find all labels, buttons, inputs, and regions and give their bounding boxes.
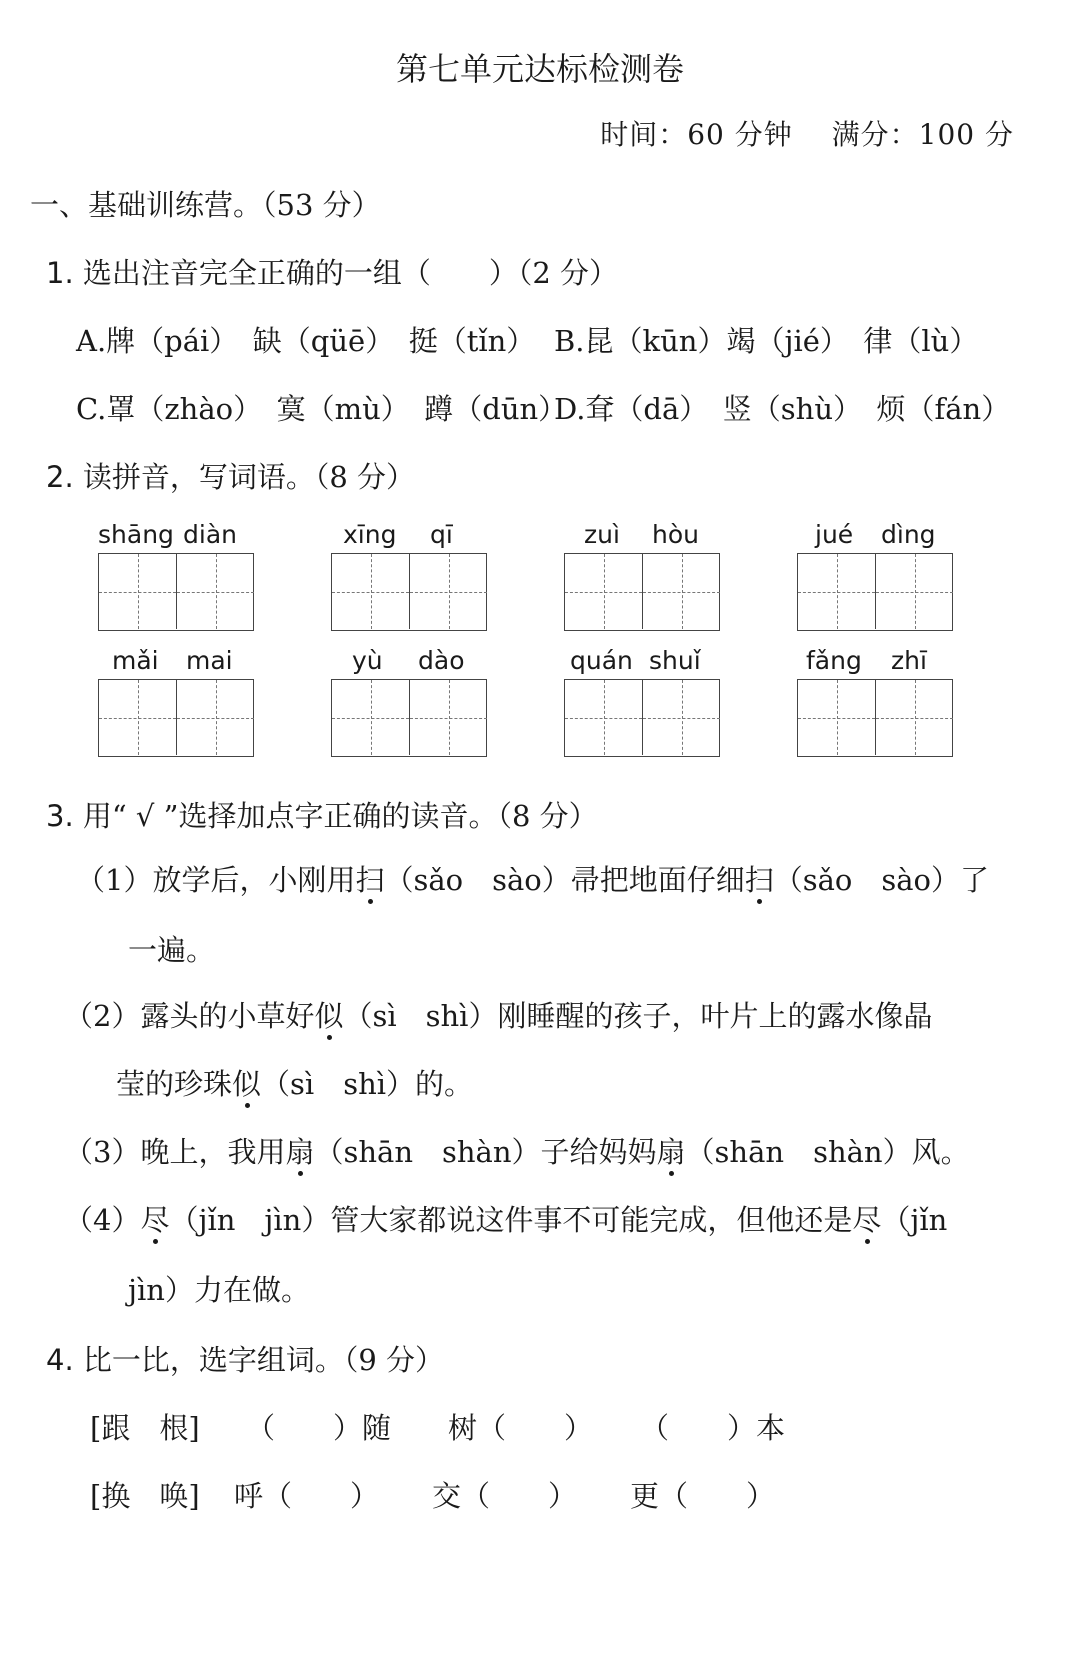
question-number: 1. <box>46 256 74 290</box>
tianzige-box[interactable] <box>564 553 720 631</box>
pinyin-label: shāng <box>98 520 174 549</box>
pinyin-label: dìng <box>881 520 936 549</box>
writing-cell[interactable] <box>798 680 875 755</box>
tianzige-box[interactable] <box>98 553 254 631</box>
blank-word[interactable]: 更（ ） <box>630 1479 776 1513</box>
question-text: 比一比，选字组词。（9 分） <box>82 1343 445 1377</box>
writing-cell[interactable] <box>565 680 642 755</box>
writing-cell[interactable] <box>875 680 953 755</box>
pinyin-label: shuǐ <box>649 646 701 675</box>
pinyin-label: mai <box>186 646 233 675</box>
sentence-text: （2）露头的小草好 <box>64 999 315 1033</box>
section-heading: 一、基础训练营。（53 分） <box>30 188 381 222</box>
pinyin-label: diàn <box>183 520 237 549</box>
option-d: D.耷（dā） 竖（shù） 烦（fán） <box>554 392 1011 426</box>
question-text: 选出注音完全正确的一组（ ）（2 分） <box>82 256 619 290</box>
writing-cell[interactable] <box>409 554 487 629</box>
question-text: 读拼音，写词语。（8 分） <box>82 460 416 494</box>
sentence-text: （sì shì）刚睡醒的孩子，叶片上的露水像晶 <box>343 999 933 1033</box>
pinyin-label: hòu <box>652 520 699 549</box>
sentence-text: （shān shàn）风。 <box>685 1135 970 1169</box>
sentence-2-cont <box>116 1062 473 1103</box>
pinyin-label: quán <box>570 646 633 675</box>
sentence-text: （4） <box>64 1203 141 1237</box>
exam-meta: 时间：60 分钟 满分：100 分 <box>600 118 1014 151</box>
blank-word[interactable]: （ ）随 <box>246 1411 392 1445</box>
option-b: B.昆（kūn）竭（jié） 律（lù） <box>554 324 979 358</box>
sentence-1 <box>76 858 989 899</box>
sentence-text: （1）放学后，小刚用 <box>76 863 356 897</box>
sentence-text: （jǐn jìn）管大家都说这件事不可能完成，但他还是 <box>169 1203 853 1237</box>
pinyin-label: zuì <box>584 520 620 549</box>
writing-cell[interactable] <box>642 680 720 755</box>
question-2 <box>46 455 415 496</box>
writing-cell[interactable] <box>332 554 409 629</box>
sentence-text: （shān shàn）子给妈妈 <box>314 1135 657 1169</box>
question-text: 用“ √ ”选择加点字正确的读音。（8 分） <box>82 799 598 833</box>
writing-cell[interactable] <box>875 554 953 629</box>
pinyin-label: fǎng <box>806 646 862 675</box>
question-number: 4. <box>46 1343 74 1377</box>
sentence-text: （3）晚上，我用 <box>64 1135 286 1169</box>
sentence-text: （sǎo sào）了 <box>773 863 990 897</box>
question-3 <box>46 794 598 835</box>
dotted-character: 尽 <box>140 1203 170 1237</box>
writing-cell[interactable] <box>565 554 642 629</box>
tianzige-box[interactable] <box>331 553 487 631</box>
option-c: C.罩（zhào） 寞（mù） 蹲（dūn） <box>76 392 568 426</box>
pinyin-label: dào <box>418 646 465 675</box>
tianzige-box[interactable] <box>564 679 720 757</box>
question-1 <box>46 251 618 292</box>
dotted-character: 尽 <box>852 1203 882 1237</box>
sentence-1-cont: 一遍。 <box>128 933 216 967</box>
question-number: 2. <box>46 460 74 494</box>
sentence-text: （sì shì）的。 <box>261 1067 474 1101</box>
sentence-3 <box>64 1130 970 1171</box>
writing-cell[interactable] <box>798 554 875 629</box>
pinyin-label: jué <box>815 520 854 549</box>
pinyin-label: mǎi <box>112 646 159 675</box>
blank-word[interactable]: 交（ ） <box>432 1479 578 1513</box>
question-4 <box>46 1338 444 1379</box>
sentence-4 <box>64 1198 947 1239</box>
tianzige-box[interactable] <box>98 679 254 757</box>
sentence-text: （sǎo sào）帚把地面仔细 <box>384 863 745 897</box>
dotted-character: 似 <box>314 999 344 1033</box>
pinyin-label: qī <box>430 520 453 549</box>
page-title: 第七单元达标检测卷 <box>395 50 684 88</box>
question-number: 3. <box>46 799 74 833</box>
pinyin-label: yù <box>352 646 383 675</box>
char-pair-2: [换 唤] <box>90 1479 200 1513</box>
tianzige-box[interactable] <box>797 679 953 757</box>
dotted-character: 扫 <box>744 863 774 897</box>
dotted-character: 扇 <box>656 1135 686 1169</box>
tianzige-box[interactable] <box>797 553 953 631</box>
writing-cell[interactable] <box>176 554 254 629</box>
blank-word[interactable]: （ ）本 <box>640 1411 786 1445</box>
dotted-character: 扇 <box>285 1135 315 1169</box>
blank-word[interactable]: 树（ ） <box>448 1411 594 1445</box>
option-a: A.牌（pái） 缺（qüē） 挺（tǐn） <box>76 324 536 358</box>
dotted-character: 扫 <box>355 863 385 897</box>
sentence-text: 莹的珍珠 <box>116 1067 233 1101</box>
writing-cell[interactable] <box>642 554 720 629</box>
sentence-2 <box>64 994 932 1035</box>
dotted-character: 似 <box>232 1067 262 1101</box>
writing-cell[interactable] <box>409 680 487 755</box>
writing-cell[interactable] <box>176 680 254 755</box>
writing-cell[interactable] <box>99 554 176 629</box>
pinyin-label: xīng <box>343 520 397 549</box>
writing-cell[interactable] <box>332 680 409 755</box>
sentence-4-cont: jìn）力在做。 <box>128 1273 310 1307</box>
char-pair-1: [跟 根] <box>90 1411 200 1445</box>
tianzige-box[interactable] <box>331 679 487 757</box>
blank-word[interactable]: 呼（ ） <box>234 1479 380 1513</box>
pinyin-label: zhī <box>891 646 927 675</box>
writing-cell[interactable] <box>99 680 176 755</box>
sentence-text: （jǐn <box>881 1203 948 1237</box>
